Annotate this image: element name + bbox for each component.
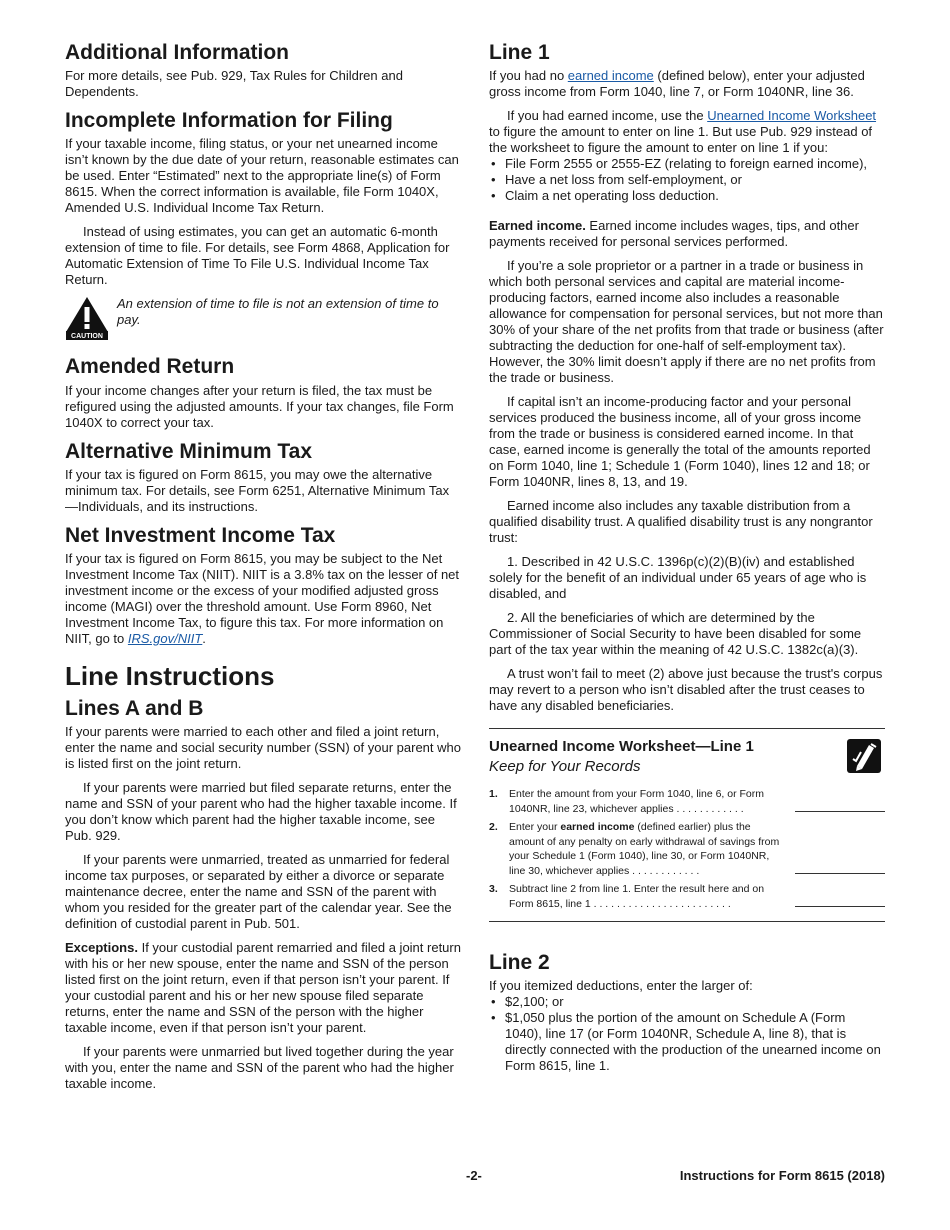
line1-p2: If you had earned income, use the Unearned Income Worksheet to figure the amount to enter on line 1. But use Pub. 929 instead of the worksheet to figure the amount to enter on line 1 if you: (489, 108, 877, 156)
worksheet-entry-1[interactable] (795, 797, 885, 812)
line1-heading: Line 1 (489, 41, 550, 64)
lines-ab-p2: If your parents were married but filed separate returns, enter the name and SSN of your parent who had the higher taxable income. If you don’t know which parent had the higher taxable income, see Pub. 929. (65, 780, 457, 844)
caution-note (65, 296, 462, 340)
line-instructions-heading: Line Instructions (65, 660, 275, 691)
worksheet-line-1: 1. Enter the amount from your Form 1040, line 6, or Form 1040NR, line 23, whichever applies . . . . . . . . . . . . (489, 787, 885, 816)
caution-icon (65, 296, 109, 340)
worksheet-line-3: 3. Subtract line 2 from line 1. Enter the result here and on Form 8615, line 1 . . . . . . . . . . . . . . . . . . . . . . . . (489, 882, 885, 911)
worksheet-entry-3[interactable] (795, 892, 885, 907)
earned-income-paragraph: Earned income. Earned income includes wages, tips, and other payments received for personal services performed. (489, 218, 859, 250)
left-column (65, 40, 462, 1100)
additional-info-heading: Additional Information (65, 41, 289, 64)
amt-heading: Alternative Minimum Tax (65, 439, 312, 463)
niit-link[interactable]: IRS.gov/NIIT (127, 630, 203, 646)
amt-text: If your tax is figured on Form 8615, you may owe the alternative minimum tax. For details, see Form 6251, Alternative Minimum Tax—Individuals, and its instructions. (65, 466, 450, 514)
list-item: • Have a net loss from self-employment, or (489, 172, 885, 188)
amended-return-text: If your income changes after your return is filed, the tax must be refigured using the adjusted amounts. If your tax changes, file Form 1040X to correct your tax. (65, 382, 454, 430)
caution-text: An extension of time to file is not an extension of time to pay. (117, 296, 439, 328)
line1-p4: If capital isn’t an income-producing factor and your personal services produced the business income, all of your gross income from the trade or business is considered earned income. In that case, earned income is generally the total of the amounts reported on Form 1040, line 1; Schedule 1 (Form 1040), lines 12 and 18; or Form 1040NR, lines 8, 13, and 19. (489, 394, 871, 490)
incomplete-info-p2: Instead of using estimates, you can get an automatic 6-month extension of time to file. For details, see Form 4868, Application for Automatic Extension of Time To File U.S. Individual Income Tax Return. (65, 224, 450, 288)
line2-p1: If you itemized deductions, enter the larger of: (489, 978, 753, 994)
lines-ab-heading: Lines A and B (65, 697, 204, 721)
right-column (489, 40, 885, 1082)
line2-bullets (489, 994, 885, 1074)
additional-info-text: For more details, see Pub. 929, Tax Rules for Children and Dependents. (65, 68, 403, 100)
list-item: • $2,100; or (489, 994, 885, 1010)
pencil-worksheet-icon (847, 739, 881, 773)
incomplete-info-heading: Incomplete Information for Filing (65, 109, 393, 133)
caution-label: CAUTION (71, 333, 103, 341)
worksheet-title: Unearned Income Worksheet—Line 1 (489, 738, 754, 756)
line1-numbered-2: 2. All the beneficiaries of which are determined by the Commissioner of Social Security to have been disabled for some part of the tax year within the meaning of 42 U.S.C. 1382c(a)(3). (489, 610, 862, 658)
worksheet-line-2: 2. Enter your earned income (defined earlier) plus the amount of any penalty on early withdrawal of savings from your Schedule 1 (Form 1040), line 30, or Form 1040NR, line 30, whichever applies . . . . . . . . . . . . (489, 820, 885, 878)
lines-ab-p1: If your parents were married to each other and filed a joint return, enter the name and social security number (SSN) of your parent who is listed first on the joint return. (65, 724, 461, 772)
line1-p1: If you had no earned income (defined below), enter your adjusted gross income from Form 1040, line 7, or Form 1040NR, line 36. (489, 68, 865, 100)
line1-numbered-1: 1. Described in 42 U.S.C. 1396p(c)(2)(B)(iv) and established solely for the benefit of an individual under 65 years of age who is disabled, and (489, 554, 867, 602)
lines-ab-p3: If your parents were unmarried, treated as unmarried for federal income tax purposes, or separated by either a divorce or separate maintenance decree, enter the name and SSN of the parent with whom you resided for the greater part of the calendar year. See the definition of custodial parent in Pub. 501. (65, 852, 452, 932)
line2-heading: Line 2 (489, 951, 550, 975)
worksheet-link[interactable]: Unearned Income Worksheet (707, 108, 877, 124)
line1-p6: A trust won’t fail to meet (2) above just because the trust's corpus may revert to a person who isn’t disabled after the trust ceases to have any disabled beneficiaries. (489, 666, 883, 714)
list-item: • File Form 2555 or 2555-EZ (relating to foreign earned income), (489, 156, 885, 172)
list-item: • $1,050 plus the portion of the amount on Schedule A (Form 1040), line 17 (or Form 1040NR, Schedule A, line 8), that is directly connected with the production of the unearned income on Form 8615, line 1. (489, 1010, 885, 1074)
niit-heading: Net Investment Income Tax (65, 523, 336, 547)
page-number: -2- (466, 1168, 482, 1183)
line1-p5: Earned income also includes any taxable distribution from a qualified disability trust. A qualified disability trust is any nongrantor trust: (489, 498, 873, 546)
amended-return-heading: Amended Return (65, 355, 235, 379)
worksheet-entry-2[interactable] (795, 859, 885, 874)
earned-income-link[interactable]: earned income (567, 68, 654, 84)
lines-ab-p4: If your parents were unmarried but lived together during the year with you, enter the name and SSN of the parent who had the higher taxable income. (65, 1044, 454, 1092)
niit-text: If your tax is figured on Form 8615, you may be subject to the Net Investment Income Tax (NIIT). NIIT is a 3.8% tax on the lesser of net investment income or the excess of your modified adjusted gross income (MAGI) over the threshold amount. Use Form 8960, Net Investment Income Tax, to figure this tax. For more information on NIIT, go to IRS.gov/NIIT. (65, 550, 460, 646)
footer-title: Instructions for Form 8615 (2018) (679, 1168, 885, 1183)
incomplete-info-p1: If your taxable income, filing status, or your net unearned income isn’t known by the due date of your return, reasonable estimates can be used. Enter “Estimated” next to the appropriate line(s) of Form 8615. When the correct information is available, file Form 1040X, Amended U.S. Individual Income Tax Return. (65, 136, 459, 216)
worksheet-subtitle: Keep for Your Records (489, 758, 641, 776)
line1-p3: If you’re a sole proprietor or a partner in a trade or business in which both personal services and capital are material income-producing factors, earned income also includes a reasonable allowance for compensation for personal services, but not more than 30% of your share of the net profits from that trade or business (after subtracting the deduction for one-half of self-employment tax). However, the 30% limit doesn’t apply if there are no net profits from the trade or business. (489, 258, 884, 386)
list-item: • Claim a net operating loss deduction. (489, 188, 885, 204)
unearned-income-worksheet (489, 728, 885, 922)
lines-ab-exceptions: Exceptions. If your custodial parent remarried and filed a joint return with his or her new spouse, enter the name and SSN of the person listed first on the joint return, even if that person isn’t your parent. If your custodial parent and his or her new spouse filed separate returns, enter the name and SSN of the person with the higher taxable income, even if that person isn’t your parent. (65, 940, 461, 1036)
line1-bullets (489, 156, 885, 204)
